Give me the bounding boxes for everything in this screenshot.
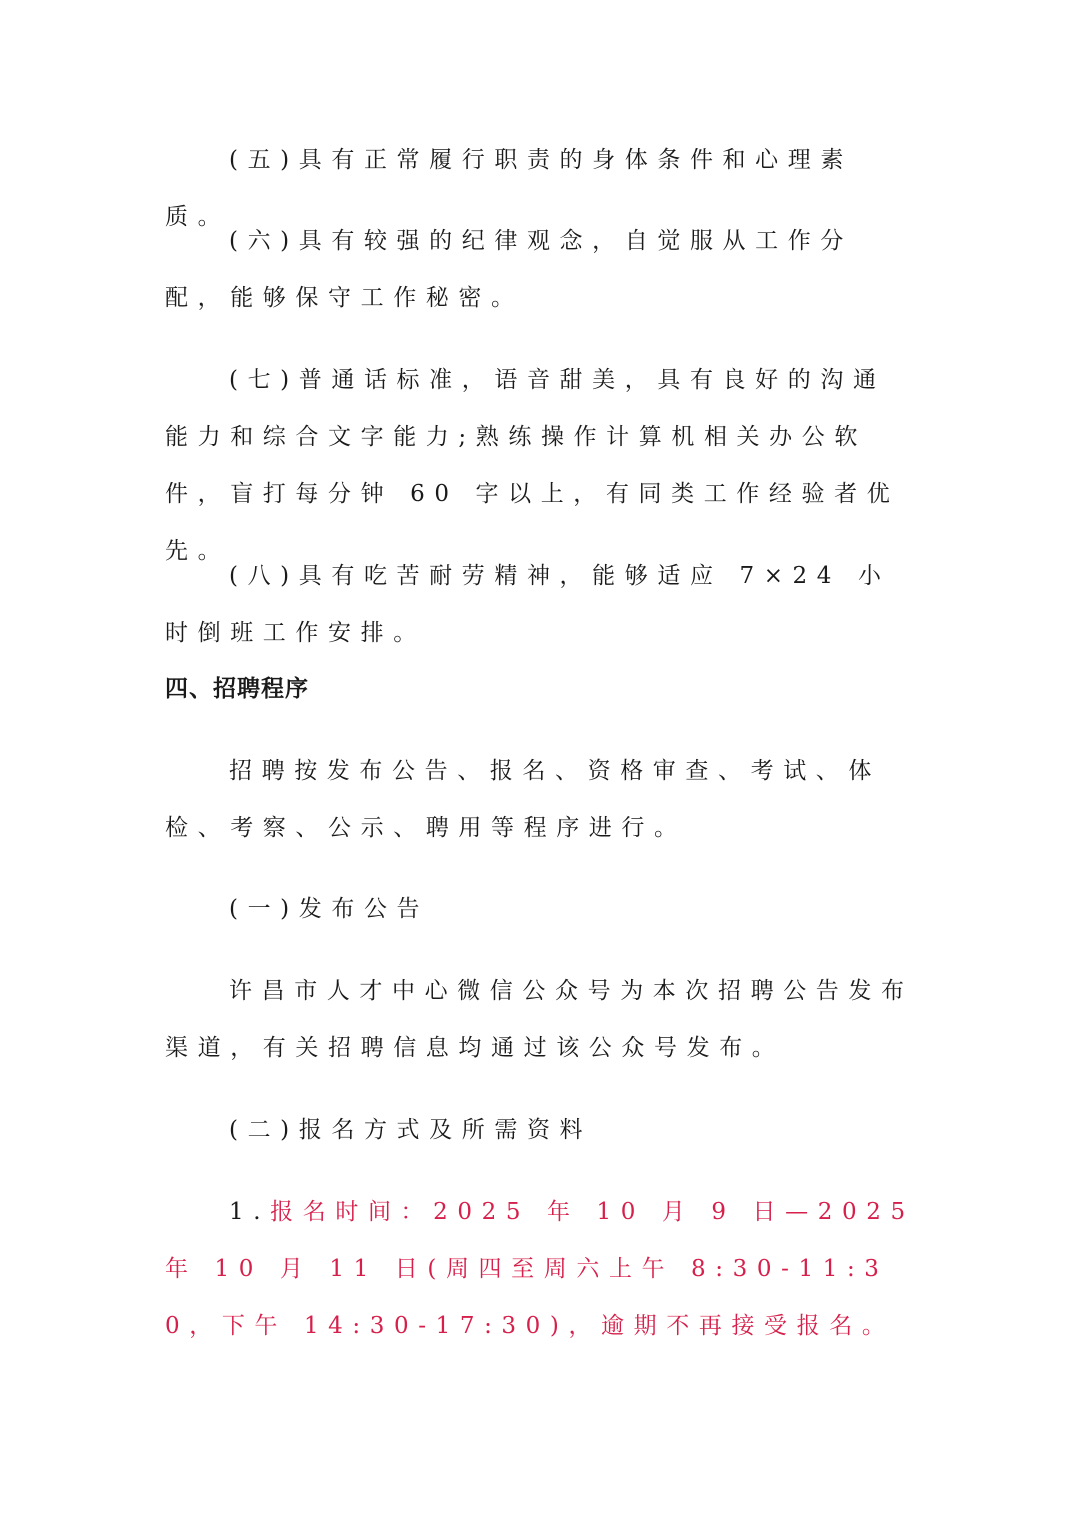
procedure-overview: 招聘按发布公告、报名、资格审查、考试、体检、考察、公示、聘用等程序进行。 [165,758,881,841]
registration-time [165,1184,917,1355]
announcement-channel: 许昌市人才中心微信公众号为本次招聘公告发布渠道，有关招聘信息均通过该公众号发布。 [165,978,914,1061]
requirement-six: (六)具有较强的纪律观念，自觉服从工作分配，能够保守工作秘密。 [165,228,853,311]
section-heading-recruitment-procedure: 四、招聘程序 [165,675,309,702]
requirement-seven: (七)普通话标准，语音甜美，具有良好的沟通能力和综合文字能力;熟练操作计算机相关办公软件，盲打每分钟 60 字以上，有同类工作经验者优先。 [165,367,900,564]
registration-time-detail: 报名时间：2025 年 10 月 9 日—2025 年 10 月 11 日(周四至周六上午 8:30-11:30，下午 14:30-17:30)，逾期不再接受报名。 [165,1199,915,1339]
subsection-registration-method: (二)报名方式及所需资料 [229,1117,593,1143]
requirement-five: (五)具有正常履行职责的身体条件和心理素质。 [165,147,853,230]
subsection-publish-announcement: (一)发布公告 [229,896,430,922]
registration-time-number: 1. [229,1199,271,1225]
requirement-eight: (八)具有吃苦耐劳精神，能够适应 7×24 小时倒班工作安排。 [165,563,891,646]
